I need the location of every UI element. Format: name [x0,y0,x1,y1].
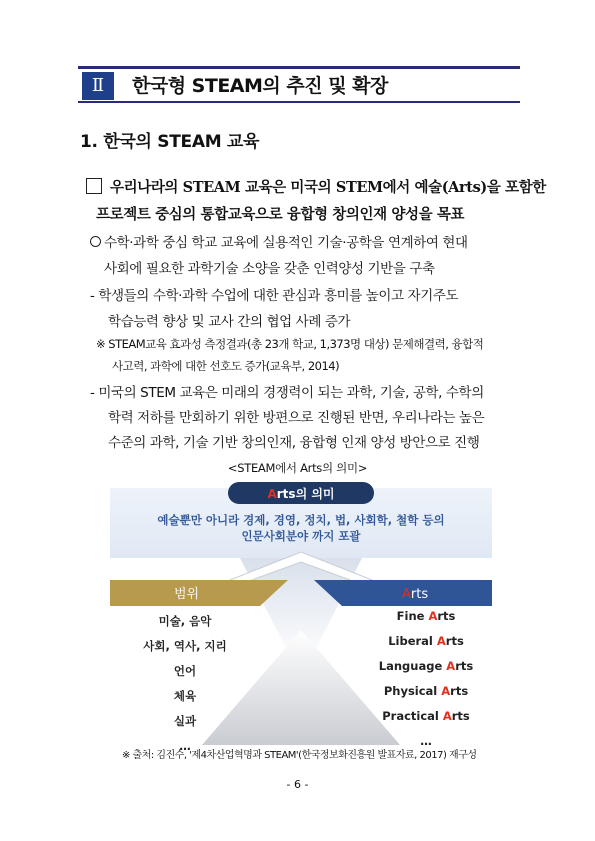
chapter-number: Ⅱ [82,72,114,100]
left-list-item: 사회, 역사, 지리 [143,639,227,653]
header-bottom-rule [78,101,520,103]
left-header-label: 범위 [174,587,200,602]
right-header-label-rest: rts [410,587,429,602]
top-pill-label [267,486,334,501]
note1-line1: ※ STEAM교육 효과성 측정결과(총 23개 학교, 1,373명 대상) 문제해결력, 융합적 [96,337,484,351]
bullet-line1: 수학·과학 중심 학교 교육에 실용적인 기술·공학을 연계하여 현대 [104,235,468,251]
right-list-item: Fine Arts [396,609,456,623]
chapter-title: 한국형 STEAM의 추진 및 확장 [132,75,388,97]
right-list-item: Liberal Arts [388,634,464,648]
dash2-line3: 수준의 과학, 기술 기반 창의인재, 융합형 인재 양성 방안으로 진행 [108,435,480,451]
left-list-item: 언어 [173,664,197,678]
lead-paragraph-line2: 프로젝트 중심의 통합교육으로 융합형 창의인재 양성을 목표 [96,206,465,223]
figure-caption: <STEAM에서 Arts의 의미> [227,461,368,475]
dash2-line1: - 미국의 STEM 교육은 미래의 경쟁력이 되는 과학, 기술, 공학, 수학의 [90,385,484,401]
header-top-rule [78,66,520,69]
section-title: 1. 한국의 STEAM 교육 [80,132,260,152]
page-number: - 6 - [286,778,309,791]
right-list [379,609,474,748]
right-list-item: Practical Arts [382,709,470,723]
top-desc-line1: 예술뿐만 아니라 경제, 경영, 정치, 법, 사회학, 철학 등의 [157,513,445,527]
top-pill-label-rest: rts의 의미 [276,487,335,501]
source-note: ※ 출처: 김진수, '제4차산업혁명과 STEAM'(한국정보화진흥원 발표자료, 2017) 재구성 [122,750,477,761]
bullet-line2: 사회에 필요한 과학기술 소양을 갖춘 인력양성 기반을 구축 [104,261,435,277]
circle-bullet-icon [90,236,101,247]
right-header-label [402,587,428,602]
left-list-item: 실과 [173,714,197,728]
dash1-line1: - 학생들의 수학·과학 수업에 대한 관심과 흥미를 높이고 자기주도 [90,288,459,304]
arts-meaning-diagram [110,480,492,753]
right-list-item: Physical Arts [383,684,469,698]
checkbox-square-icon [86,178,102,194]
right-list-item: Language Arts [378,659,474,673]
dash1-line2: 학습능력 향상 및 교사 간의 협업 사례 증가 [108,314,351,330]
cone-shape [202,630,400,745]
left-list-item: … [179,739,191,753]
note1-line2: 사고력, 과학에 대한 선호도 증가(교육부, 2014) [112,359,340,373]
lead-paragraph-line1: 우리나라의 STEAM 교육은 미국의 STEM에서 예술(Arts)을 포함한 [110,179,546,196]
right-list-item: … [420,734,432,748]
dash2-line2: 학력 저하를 만회하기 위한 방편으로 진행된 반면, 우리나라는 높은 [108,410,485,426]
right-header-label-a: A [402,587,411,602]
top-desc-line2: 인문사회분야 까지 포괄 [241,529,361,543]
left-list-item: 체육 [173,689,197,703]
top-pill-label-a: A [267,487,277,501]
left-list-item: 미술, 음악 [158,614,212,628]
chapter-header [78,66,520,106]
